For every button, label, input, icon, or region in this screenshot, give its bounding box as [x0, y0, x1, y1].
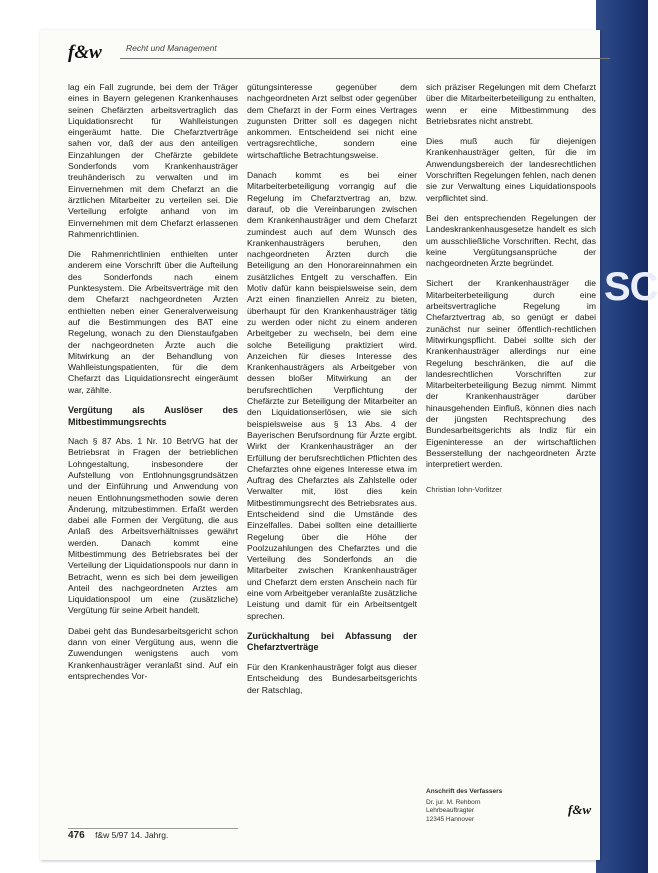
paragraph: Danach kommt es bei einer Mitarbeiterbeteiligung vorrangig auf die Regelung im Chefarztvertrag an, bzw. darauf, ob die Vereinbarungen zwischen dem Krankenhausträger und dem Chefarzt zumindest auch auf dem Wunsch des Krankenhausträgers beruhen, den nachgeordneten Ärzten durch die Beteiligung an den Honorareinnahmen ein zusätzliches Entgelt zu verschaffen. Ein Motiv dafür kann beispielsweise sein, dem Arzt einen finanziellen Anreiz zu bieten, überhaupt für den Krankenhausträger tätig zu werden oder nicht zu einem anderen Arbeitgeber zu wechseln, bei dem eine solche Beteiligung praktiziert wird. Anzeichen für dieses Interesse des Krankenhausträgers als Arbeitgeber von dessen bloßer Mitwirkung an der berufsrechtlichen Verpflichtung der Chefärzte zur Beteiligung der Mitarbeiter an den Liquidationserlösen, wie sie sich beispielsweise aus § 13 Abs. 4 der Bayerischen Berufsordnung für Ärzte ergibt. Wirkt der Krankenhausträger an der Erfüllung der berufsrechtlichen Pflichten des Chefarztes ohne eigenes Interesse etwa im Auftrag des Chefarztes als Zahlstelle oder Verwalter mit, löst dies kein Mitbestimmungsrecht des Betriebsrates aus. Entscheidend sind die Umstände des Einzelfalles. Dabei sollten eine detaillierte Regelung über die Höhe der Poolzuzahlungen des Chefarztes und die Verteilung des Sonderfonds an die Mitarbeiter zwischen Krankenhausträger und Chefarzt dem ersten Anschein nach für eine vom Arbeitgeber veranlaßte zusätzliche Leistung und damit für ein Arbeitsentgelt sprechen.: [247, 170, 417, 621]
paragraph: Die Rahmenrichtlinien enthielten unter anderem eine Vorschrift über die Aufteilung des Sonderfonds nach einem Punktesystem. Die Arbeitsverträge mit den dem Chefarzt nachgeordneten Ärzten enthielten neben einer Generalverweisung auf die Bestimmungen des BAT eine Regelung, wonach zu den Dienstaufgaben der nachgeordneten Ärzte auch die Mitwirkung an der Behandlung von Wahlleistungspatienten, für die dem Chefarzt das Liquidationsrecht eingeräumt war, zählte.: [68, 249, 238, 395]
adjacent-page-letters: SC: [604, 265, 658, 309]
adjacent-page-edge: [596, 0, 658, 873]
page-number: 476: [68, 830, 85, 841]
paragraph: Dabei geht das Bundesarbeitsgericht schon dann von einer Vergütung aus, wenn die Zuwendungen wenigstens auch vom Krankenhausträger veranlaßt sind. Auf ein entsprechendes Vor-: [68, 625, 238, 681]
author-signature: Christian Iohn-Vorlitzer: [426, 484, 502, 494]
document-page: [40, 30, 600, 860]
page-header: [68, 42, 588, 62]
issue-info: f&w 5/97 14. Jahrg.: [95, 830, 169, 840]
paragraph: sich präziser Regelungen mit dem Chefarzt über die Mitarbeiterbeteiligung zu enthalten, wenn er eine Mitbestimmung des Betriebsrates nicht anstrebt.: [426, 82, 596, 126]
column-1: [68, 82, 238, 691]
address-line: Dr. jur. M. Rehborn: [426, 798, 481, 806]
column-3: [426, 82, 596, 494]
header-rule: [120, 58, 610, 59]
paragraph: Für den Krankenhausträger folgt aus dieser Entscheidung des Bundesarbeitsgerichts der Ratschlag,: [247, 661, 417, 695]
paragraph: Dies muß auch für diejenigen Krankenhausträger gelten, für die im Anwendungsbereich der landesrechtlichen Vorschriften Regelungen fehlen, nach denen sie zur Verwaltung eines Liquidationspools verpflichtet sind.: [426, 136, 596, 203]
footer-logo: f&w: [568, 802, 592, 817]
running-title: Recht und Management: [126, 43, 217, 53]
page-footer: [68, 830, 168, 841]
author-address-box: [426, 788, 536, 824]
footer-rule: [68, 828, 238, 829]
paragraph: gütungsinteresse gegenüber dem nachgeordneten Arzt selbst oder gegenüber dem Chefarzt in der Form eines Vertrages zugunsten Dritter soll es dagegen nicht ankommen. Entscheidend sei nicht eine vertragsrechtliche, sondern eine wirtschaftliche Betrachtungsweise.: [247, 82, 417, 160]
paragraph: lag ein Fall zugrunde, bei dem der Träger eines in Bayern gelegenen Krankenhauses seinen Chefärzten arbeitsvertraglich das Liquidationsrecht für Wahlleistungen eingeräumt hatte. Die Chefarztverträge sahen vor, daß der aus den anteiligen Einzahlungen der Chefärzte gebildete Sonderfonds vom Krankenhausträger treuhänderisch zu verwalten und im Einvernehmen mit dem Chefarzt an die ärztlichen Mitarbeiter zu verteilen sei. Die Verteilung erfolgte anhand von im Einvernehmen mit dem Chefarzt erlassenen Rahmenrichtlinien.: [68, 82, 238, 239]
section-heading: Vergütung als Auslöser des Mitbestimmungsrechts: [68, 405, 238, 427]
paragraph: Bei den entsprechenden Regelungen der Landeskrankenhausgesetze handelt es sich um ausschließliche Vorschriften. Recht, das keine Vergütungsansprüche der nachgeordneten Ärzte begründet.: [426, 212, 596, 269]
address-line: Lehrbeauftragter: [426, 807, 475, 814]
journal-logo: f&w: [68, 42, 102, 63]
address-title: Anschrift des Verfassers: [426, 788, 503, 795]
section-heading: Zurückhaltung bei Abfassung der Chefarztverträge: [247, 630, 417, 653]
paragraph: Nach § 87 Abs. 1 Nr. 10 BetrVG hat der Betriebsrat in Fragen der betrieblichen Lohngestaltung, insbesondere der Aufstellung von Entlohnungsgrundsätzen und der Einführung und Anwendung von neuen Entlohnungsmethoden sowie deren Änderung, mitzubestimmen. Erfaßt werden dabei alle Formen der Vergütung, die aus Anlaß des Arbeitsverhältnisses gewährt werden. Danach kommt eine Mitbestimmung des Betriebsrates bei der Verteilung der Liquidationspools nur dann in Betracht, wenn es sich bei dem jeweiligen Anteil des nachgeordneten Arztes am Liquidationspool um eine (zusätzliche) Vergütung für seine Arbeit handelt.: [68, 436, 238, 616]
column-2: [247, 82, 417, 705]
address-line: 12345 Hannover: [426, 815, 475, 823]
paragraph: Sichert der Krankenhausträger die Mitarbeiterbeteiligung durch eine arbeitsvertragliche Regelung im Chefarztvertrag ab, so genügt er dabei zunächst nur seiner öffentlich-rechtlichen Mitwirkungspflicht. Dabei sollte sich der Krankenhausträger allerdings nur eine Regelung beschränken, die auf die landesrechtlichen Vorschriften zur Mitarbeiterbeteiligung Bezug nimmt. Nimmt der Krankenhausträger darüber hinausgehenden Einfluß, können dies nach der jüngsten Rechtsprechung des Bundesarbeitsgerichts als Indiz für ein Eigeninteresse an der wirtschaftlichen Besserstellung der nachgeordneten Ärzte interpretiert werden.: [426, 278, 596, 470]
